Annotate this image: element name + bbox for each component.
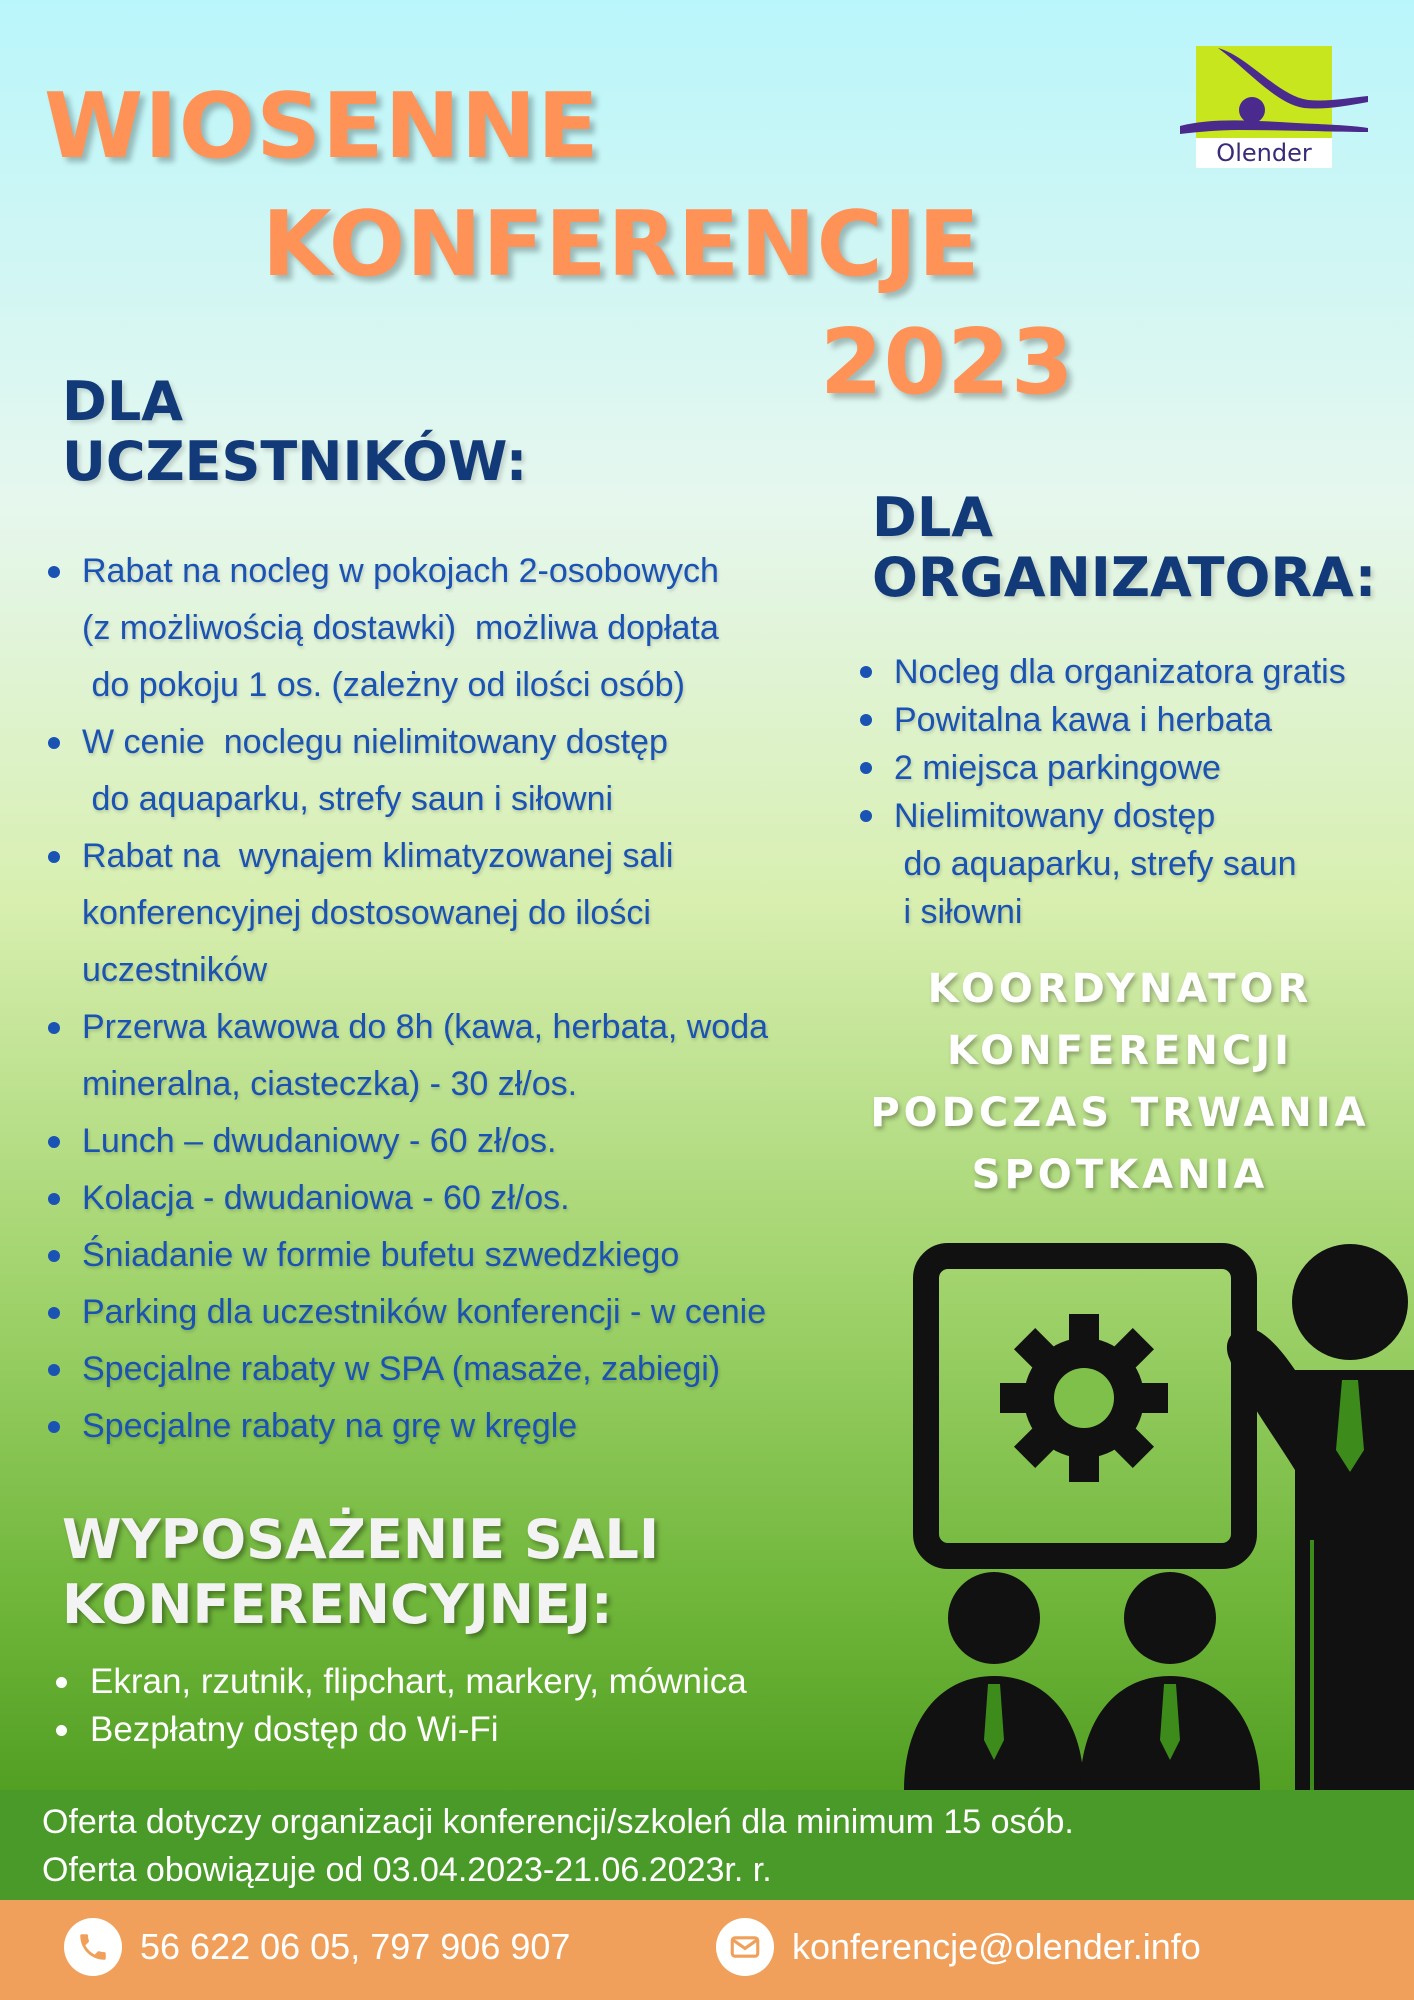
participants-heading-line-2: UCZESTNIKÓW:	[62, 430, 528, 494]
bullet-icon	[48, 1022, 60, 1034]
contact-bar	[0, 1900, 1414, 2000]
bullet-icon	[860, 714, 872, 726]
list-item	[44, 1113, 844, 1170]
coordinator-line: KONFERENCJI	[946, 1028, 1294, 1074]
list-item-line: do pokoju 1 os. (zależny od ilości osób)	[82, 666, 685, 704]
organizer-list	[856, 648, 1396, 936]
list-item-line: 2 miejsca parkingowe	[894, 749, 1221, 787]
list-item-line: do aquaparku, strefy saun	[894, 845, 1297, 883]
list-item-line: mineralna, ciasteczka) - 30 zł/os.	[82, 1065, 578, 1103]
participants-heading-line-1: DLA	[62, 370, 184, 433]
list-item-line: Lunch – dwudaniowy - 60 zł/os.	[82, 1122, 557, 1160]
list-item	[856, 696, 1396, 744]
equipment-heading-line-2: KONFERENCYJNEJ:	[62, 1572, 613, 1636]
presentation-people-icon	[900, 1240, 1414, 1790]
bullet-icon	[860, 762, 872, 774]
list-item	[44, 1284, 844, 1341]
list-item-line: (z możliwością dostawki) możliwa dopłata	[82, 609, 719, 647]
list-item	[44, 1227, 844, 1284]
list-item	[44, 1170, 844, 1227]
bullet-icon	[48, 1193, 60, 1205]
list-item-line: Rabat na nocleg w pokojach 2-osobowych	[82, 552, 719, 590]
bullet-icon	[56, 1725, 67, 1736]
organizer-heading-line-2: ORGANIZATORA:	[872, 546, 1377, 610]
email-address[interactable]: konferencje@olender.info	[792, 1926, 1201, 1967]
bullet-icon	[48, 1364, 60, 1376]
bullet-icon	[48, 1250, 60, 1262]
bullet-icon	[48, 851, 60, 863]
list-item-line: konferencyjnej dostosowanej do ilości	[82, 894, 651, 932]
list-item-line: Rabat na wynajem klimatyzowanej sali	[82, 837, 674, 875]
phone-numbers[interactable]: 56 622 06 05, 797 906 907	[140, 1926, 571, 1967]
list-item-line: do aquaparku, strefy saun i siłowni	[82, 780, 614, 818]
list-item-text: Ekran, rzutnik, flipchart, markery, mównica	[90, 1662, 747, 1701]
equipment-heading-line-1: WYPOSAŻENIE SALI	[62, 1508, 660, 1571]
list-item-line: Śniadanie w formie bufetu szwedzkiego	[82, 1236, 680, 1274]
bullet-icon	[48, 1307, 60, 1319]
participants-list	[44, 543, 844, 1455]
list-item	[50, 1658, 870, 1706]
offer-bar	[0, 1790, 1414, 1900]
coordinator-line: PODCZAS TRWANIA	[870, 1090, 1370, 1136]
title-line-2: KONFERENCJE	[262, 192, 981, 297]
title-line-3: 2023	[820, 310, 1075, 415]
list-item-text: Bezpłatny dostęp do Wi-Fi	[90, 1710, 499, 1749]
list-item-line: Specjalne rabaty w SPA (masaże, zabiegi)	[82, 1350, 721, 1388]
bullet-icon	[48, 566, 60, 578]
list-item	[44, 543, 844, 714]
organizer-heading-line-1: DLA	[872, 486, 994, 549]
list-item-line: Specjalne rabaty na grę w kręgle	[82, 1407, 578, 1445]
offer-line-2: Oferta obowiązuje od 03.04.2023-21.06.2023r. r.	[42, 1851, 772, 1889]
list-item-line: Przerwa kawowa do 8h (kawa, herbata, woda	[82, 1008, 769, 1046]
mail-icon	[716, 1918, 774, 1976]
list-item	[44, 1341, 844, 1398]
coordinator-line: SPOTKANIA	[971, 1152, 1269, 1198]
list-item-line: Powitalna kawa i herbata	[894, 701, 1273, 739]
list-item	[44, 828, 844, 999]
logo-text: Olender	[1216, 139, 1312, 167]
coordinator-line: KOORDYNATOR	[927, 966, 1313, 1012]
equipment-heading	[62, 1508, 659, 1638]
olender-logo	[1178, 36, 1374, 170]
list-item-line: Parking dla uczestników konferencji - w cenie	[82, 1293, 767, 1331]
bullet-icon	[56, 1677, 67, 1688]
bullet-icon	[48, 737, 60, 749]
list-item	[50, 1706, 870, 1754]
bullet-icon	[860, 810, 872, 822]
organizer-heading	[872, 488, 1376, 609]
bullet-icon	[48, 1136, 60, 1148]
list-item-line: W cenie noclegu nielimitowany dostęp	[82, 723, 668, 761]
phone-icon	[64, 1918, 122, 1976]
bullet-icon	[860, 666, 872, 678]
list-item-line: uczestników	[82, 951, 268, 989]
list-item	[44, 1398, 844, 1455]
list-item	[44, 714, 844, 828]
list-item	[856, 744, 1396, 792]
list-item	[856, 648, 1396, 696]
list-item-line: Kolacja - dwudaniowa - 60 zł/os.	[82, 1179, 570, 1217]
participants-heading	[62, 372, 527, 493]
title-line-1: WIOSENNE	[44, 74, 600, 179]
list-item-line: Nielimitowany dostęp	[894, 797, 1216, 835]
coordinator-block	[860, 958, 1380, 1206]
bullet-icon	[48, 1421, 60, 1433]
list-item-line: i siłowni	[894, 893, 1023, 931]
list-item-line: Nocleg dla organizatora gratis	[894, 653, 1346, 691]
equipment-list	[50, 1658, 870, 1754]
list-item	[44, 999, 844, 1113]
offer-line-1: Oferta dotyczy organizacji konferencji/szkoleń dla minimum 15 osób.	[42, 1803, 1074, 1841]
list-item	[856, 792, 1396, 936]
